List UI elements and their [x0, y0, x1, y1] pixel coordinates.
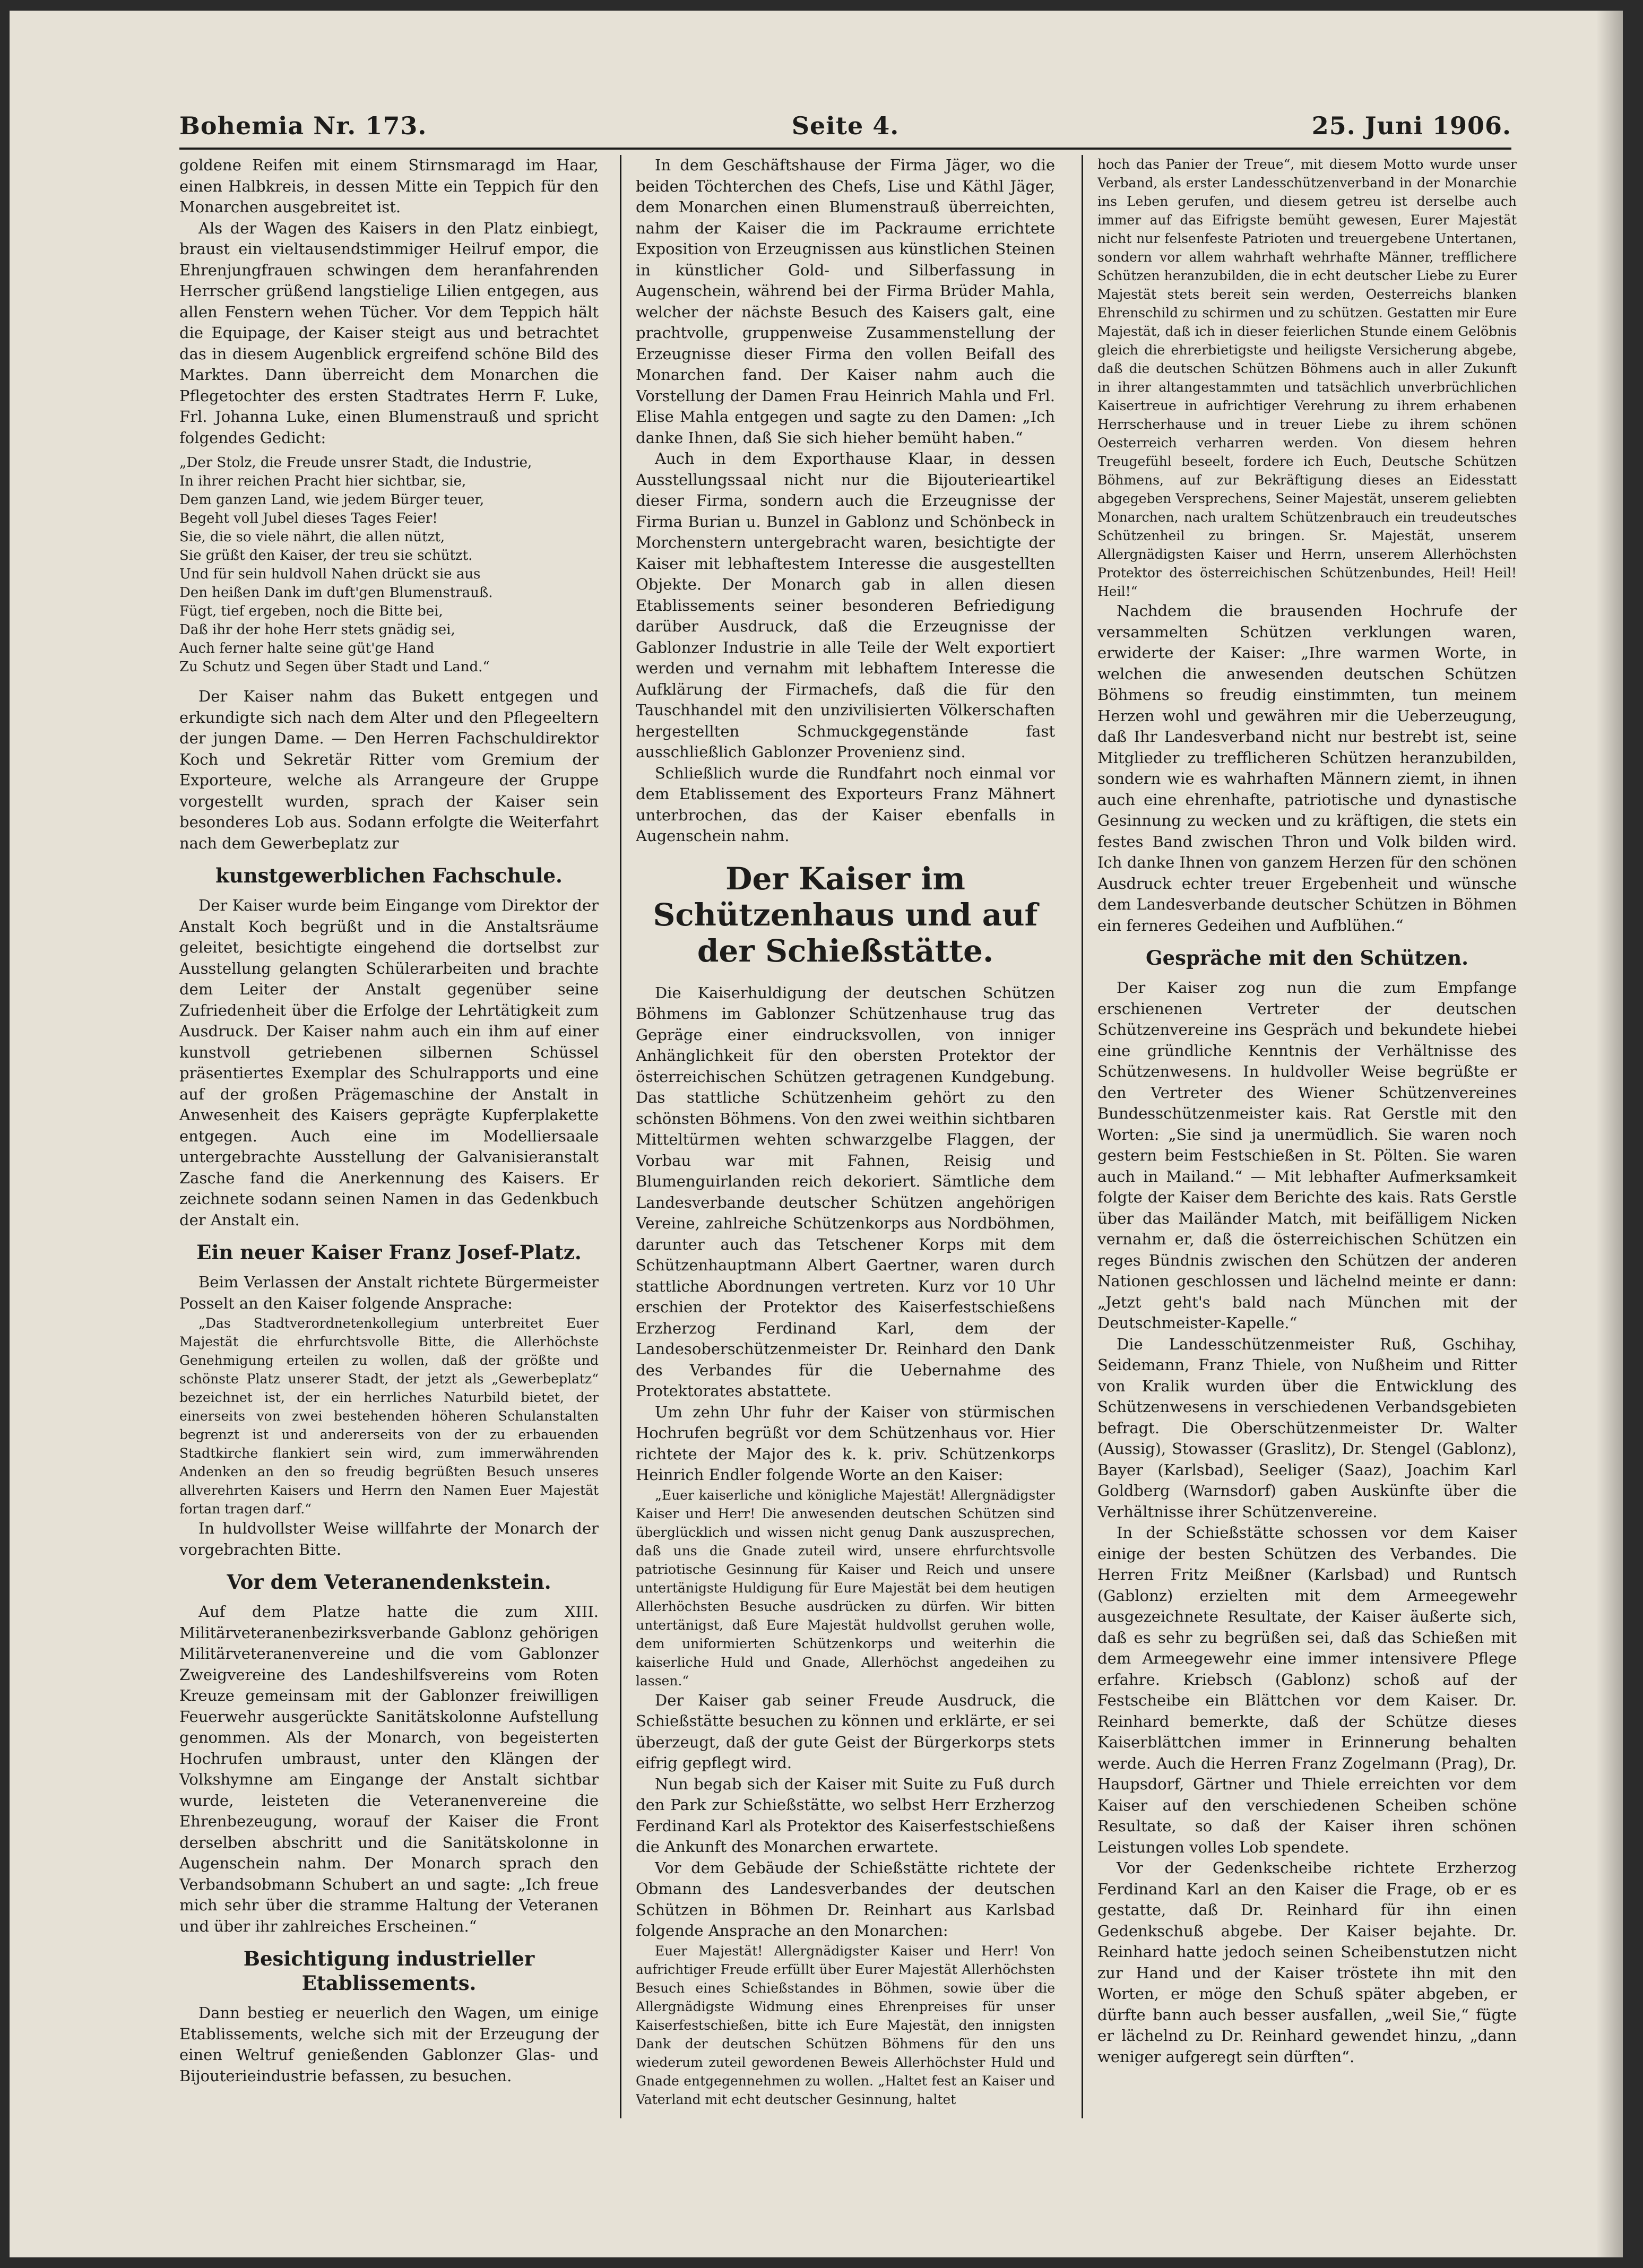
- header-page-number: Seite 4.: [791, 111, 900, 140]
- poem-line: Den heißen Dank im duft'gen Blumenstrauß.: [179, 585, 493, 601]
- paragraph: Nun begab sich der Kaiser mit Suite zu Fuß durch den Park zur Schießstätte, wo selbst Herr Erzherzog Ferdinand Karl als Protektor des Kaiserfestschießens die Ankunft des Monarchen erwartete.: [636, 1774, 1055, 1856]
- section-heading: Ein neuer Kaiser Franz Josef-Platz.: [196, 1241, 582, 1264]
- article-title: Der Kaiser im Schützenhaus und auf der Schießstätte.: [653, 860, 1038, 969]
- page-header: [179, 111, 1511, 143]
- poem: [179, 454, 599, 677]
- poem-line: In ihrer reichen Pracht hier sichtbar, sie,: [179, 473, 466, 489]
- paragraph: Der Kaiser nahm das Bukett entgegen und erkundigte sich nach dem Alter und den Pflegeeltern der jungen Dame. — Den Herren Fachschuldirektor Koch und Sekretär Ritter vom Gremium der Exporteure, welche als Arrangeure der Gruppe vorgestellt wurden, sprach der Kaiser sein besonderes Lob aus. Sodann erfolgte die Weiterfahrt nach dem Gewerbeplatz zur: [179, 687, 599, 852]
- header-date: 25. Juni 1906.: [1311, 111, 1511, 140]
- poem-line: Daß ihr der hohe Herr stets gnädig sei,: [179, 622, 455, 638]
- paragraph: Vor dem Gebäude der Schießstätte richtete der Obmann des Landesverbandes der deutschen Schützen in Böhmen Dr. Reinhart aus Karlsbad folgende Ansprache an den Monarchen:: [636, 1858, 1055, 1940]
- column-3: [1097, 155, 1517, 2118]
- paragraph: Vor der Gedenkscheibe richtete Erzherzog Ferdinand Karl an den Kaiser die Frage, ob er es gestatte, daß Dr. Reinhard für ihn einen Gedenkschuß abgebe. Der Kaiser bejahte. Dr. Reinhard hatte jedoch seinen Scheibenstutzen nicht zur Hand und der Kaiser tröstete ihn mit den Worten, er möge den Schuß später abgeben, er dürfte bann auch besser ausfallen, „weil Sie,“ fügte er lächelnd zu Dr. Reinhard gewendet hinzu, „dann weniger aufgeregt sein dürften“.: [1097, 1859, 1517, 2066]
- paragraph: Die Kaiserhuldigung der deutschen Schützen Böhmens im Gablonzer Schützenhause trug das Gepräge einer eindrucksvollen, von inniger Anhänglichkeit für den obersten Protektor der österreichischen Schützen getragenen Kundgebung. Das stattliche Schützenheim gehört zu den schönsten Böhmens. Von den zwei weithin sichtbaren Mitteltürmen wehten schwarzgelbe Flaggen, der Vorbau war mit Fahnen, Reisig und Blumenguirlanden reich dekoriert. Sämtliche dem Landesverbande deutscher Schützen angehörigen Vereine, zahlreiche Schützenkorps aus Nordböhmen, darunter auch das Tetschener Korps mit dem Schützenhauptmann Albert Gaertner, waren durch stattliche Abordnungen vertreten. Kurz vor 10 Uhr erschien der Protektor des Kaiserfestschießens Erzherzog Ferdinand Karl, dem der Landesoberschützenmeister Dr. Reinhard den Dank des Verbandes für die Uebernahme des Protektorates abstattete.: [636, 983, 1055, 1400]
- header-publication: Bohemia Nr. 173.: [179, 111, 427, 140]
- paragraph: Beim Verlassen der Anstalt richtete Bürgermeister Posselt an den Kaiser folgende Ansprache:: [179, 1273, 599, 1312]
- paragraph: Nachdem die brausenden Hochrufe der versammelten Schützen verklungen waren, erwiderte der Kaiser: „Ihre warmen Worte, in welchen die anwesenden deutschen Schützen Böhmens so freudig einstimmten, tun meinem Herzen wohl und gewähren mir die Ueberzeugung, daß Ihr Landesverband nicht nur bestrebt ist, seine Mitglieder zu trefflicheren Schützen heranzubilden, sondern wie es wahrhaften Männern ziemt, in ihnen auch eine ehrenhafte, patriotische und dynastische Gesinnung zu wecken und zu kräftigen, die stets ein festes Band zwischen Thron und Volk bilden wird. Ich danke Ihnen von ganzem Herzen für den schönen Ausdruck echter treuer Ergebenheit und wünsche dem Landesverbande deutscher Schützen in Böhmen ein ferneres Gedeihen und Aufblühen.“: [1097, 602, 1517, 934]
- paragraph: Der Kaiser zog nun die zum Empfange erschienenen Vertreter der deutschen Schützenvereine ins Gespräch und bekundete hiebei eine gründliche Kenntnis der Verhältnisse des Schützenwesens. In huldvoller Weise begrüßte er den Vertreter des Wiener Schützenvereines Bundesschützenmeister kais. Rat Gerstle mit den Worten: „Sie sind ja unermüdlich. Sie waren noch gestern beim Festschießen in St. Pölten. Sie waren auch in Mailand.“ — Mit lebhafter Aufmerksamkeit folgte der Kaiser dem Berichte des kais. Rats Gerstle über das Mailänder Match, mit beifälligem Nicken vernahm er, daß die österreichischen Schützen ein reges Bündnis zwischen den Schützen der anderen Nationen geschlossen und lächelnd meinte er dann: „Jetzt geht's bald nach München mit der Deutschmeister-Kapelle.“: [1097, 979, 1517, 1332]
- section-heading: kunstgewerblichen Fachschule.: [215, 864, 563, 887]
- header-rule: [179, 148, 1511, 150]
- paragraph: Um zehn Uhr fuhr der Kaiser von stürmischen Hochrufen begrüßt vor dem Schützenhaus vor. Hier richtete der Major des k. k. priv. Schützenkorps Heinrich Endler folgende Worte an den Kaiser:: [636, 1403, 1055, 1484]
- paragraph: Auf dem Platze hatte die zum XIII. Militärveteranenbezirksverbande Gablonz gehörigen Militärveteranenvereine und die vom Gablonzer Zweigvereine des Landeshilfsvereins vom Roten Kreuze gemeinsam mit der Gablonzer freiwilligen Feuerwehr ausgerückte Sanitätskolonne Aufstellung genommen. Als der Monarch, von begeisterten Hochrufen umbraust, unter den Klängen der Volkshymne am Eingange der Anstalt sichtbar wurde, leisteten die Veteranenvereine die Ehrenbezeugung, worauf der Kaiser die Front derselben abschritt und die Sanitätskolonne in Augenschein nahm. Der Monarch sprach den Verbandsobmann Schubert an und sagte: „Ich freue mich sehr über die stramme Haltung der Veteranen und über ihr zahlreiches Erscheinen.“: [179, 1603, 599, 1935]
- paragraph: Schließlich wurde die Rundfahrt noch einmal vor dem Etablissement des Exporteurs Franz Mähnert unterbrochen, das der Kaiser ebenfalls in Augenschein nahm.: [636, 764, 1055, 845]
- paragraph: Der Kaiser wurde beim Eingange vom Direktor der Anstalt Koch begrüßt und in die Anstaltsräume geleitet, besichtigte eingehend die dortselbst zur Ausstellung gelangten Schülerarbeiten und brachte dem Leiter der Anstalt gegenüber seine Zufriedenheit über die Erfolge der Lehrtätigkeit zum Ausdruck. Der Kaiser nahm auch ein ihm auf einer kunstvoll getriebenen silbernen Schüssel präsentiertes Exemplar des Schulrapports und eine auf der großen Prägemaschine der Anstalt in Anwesenheit des Kaisers geprägte Kupferplakette entgegen. Auch eine im Modelliersaale untergebrachte Ausstellung der Galvanisieranstalt Zasche fand die Anerkennung des Kaisers. Er zeichnete sodann seinen Namen in das Gedenkbuch der Anstalt ein.: [179, 896, 599, 1229]
- paragraph: In huldvollster Weise willfahrte der Monarch der vorgebrachten Bitte.: [179, 1519, 599, 1559]
- paragraph: In dem Geschäftshause der Firma Jäger, wo die beiden Töchterchen des Chefs, Lise und Käthl Jäger, dem Monarchen einen Blumenstrauß überreichten, nahm der Kaiser die im Packraume errichtete Exposition von Erzeugnissen aus künstlichen Steinen in künstlicher Gold- und Silberfassung in Augenschein, während bei der Firma Brüder Mahla, welcher der nächste Besuch des Kaisers galt, eine prachtvolle, gruppenweise Zusammenstellung der Erzeugnisse dieser Firma den vollen Beifall des Monarchen fand. Der Kaiser nahm auch die Vorstellung der Damen Frau Heinrich Mahla und Frl. Elise Mahla entgegen und sagte zu den Damen: „Ich danke Ihnen, daß Sie sich hieher bemüht haben.“: [636, 156, 1055, 447]
- paragraph: Der Kaiser gab seiner Freude Ausdruck, die Schießstätte besuchen zu können und erklärte, er sei überzeugt, daß der gute Geist der Bürgerkorps stets eifrig gepflegt wird.: [636, 1691, 1055, 1772]
- speech-paragraph: hoch das Panier der Treue“, mit diesem Motto wurde unser Verband, als erster Landesschützenverband in der Monarchie ins Leben gerufen, und diesem getreu ist derselbe auch immer auf das Eifrigste bemüht gewesen, Eurer Majestät nicht nur felsenfeste Patrioten und treuergebene Untertanen, sondern vor allem wahrhaft wehrhafte Männer, trefflichere Schützen heranzubilden, die in echt deutscher Liebe zu Eurer Majestät stets bereit sein werden, Oesterreichs blanken Ehrenschild zu schirmen und zu schützen. Gestatten mir Eure Majestät, daß ich in dieser feierlichen Stunde einem Gelöbnis gleich die ehrerbietigste und heiligste Versicherung abgebe, daß die deutschen Schützen Böhmens auch in aller Zukunft in ihrer altangestammten und tatsächlich unverbrüchlichen Kaisertreue in aufrichtiger Verehrung zu ihrem erhabenen Herrscherhause und in treuer Liebe zu ihrem schönen Oesterreich verharren werden. Von diesem hehren Treugefühl beseelt, fordere ich Euch, Deutsche Schützen Böhmens, auf zur Bekräftigung dieses an Eidesstatt abgegeben Versprechens, Seiner Majestät, unserem geliebten Monarchen, nach uraltem Schützenbrauch ein treudeutsches Schützenheil zu bringen. Sr. Majestät, unserem Allergnädigsten Kaiser und Herrn, unserem Allerhöchsten Protektor des österreichischen Schützenbundes, Heil! Heil! Heil!“: [1097, 157, 1517, 599]
- poem-line: Fügt, tief ergeben, noch die Bitte bei,: [179, 603, 443, 619]
- paragraph: goldene Reifen mit einem Stirnsmaragd im Haar, einen Halbkreis, in dessen Mitte ein Teppich für den Monarchen ausgebreitet ist.: [179, 156, 599, 216]
- paragraph: Als der Wagen des Kaisers in den Platz einbiegt, braust ein vieltausendstimmiger Heilruf empor, die Ehrenjungfrauen schwingen dem heranfahrenden Herrscher grüßend langstielige Lilien entgegen, aus allen Fenstern wehen Tücher. Vor dem Teppich hält die Equipage, der Kaiser steigt aus und betrachtet das in diesem Augenblick ergreifend schöne Bild des Marktes. Dann überreicht dem Monarchen die Pflegetochter des ersten Stadtrates Herrn F. Luke, Frl. Johanna Luke, einen Blumenstrauß und spricht folgendes Gedicht:: [179, 219, 599, 447]
- poem-line: Und für sein huldvoll Nahen drückt sie aus: [179, 566, 481, 582]
- speech-paragraph: „Das Stadtverordnetenkollegium unterbreitet Euer Majestät die ehrfurchtsvolle Bitte, die Allerhöchste Genehmigung erteilen zu wollen, daß der größte und schönste Platz unserer Stadt, der jetzt als „Gewerbeplatz“ bezeichnet ist, der ein herrliches Naturbild bietet, der einerseits von zwei bestehenden höheren Schulanstalten begrenzt ist und andererseits von der zu erbauenden Stadtkirche flankiert sein wird, zum immerwährenden Andenken an den so freudig begrüßten Besuch unseres allverehrten Kaisers und Herrn den Namen Euer Majestät fortan tragen darf.“: [179, 1315, 599, 1517]
- newspaper-page: [10, 11, 1623, 2257]
- poem-line: Sie, die so viele nährt, die allen nützt,: [179, 529, 445, 545]
- paragraph: Dann bestieg er neuerlich den Wagen, um einige Etablissements, welche sich mit der Erzeugung der einen Weltruf genießenden Gablonzer Glas- und Bijouterieindustrie befassen, zu besuchen.: [179, 2004, 599, 2085]
- poem-line: Dem ganzen Land, wie jedem Bürger teuer,: [179, 492, 485, 508]
- column-1: [179, 155, 599, 2118]
- column-2: [636, 155, 1055, 2118]
- paragraph: Auch in dem Exporthause Klaar, in dessen Ausstellungssaal nicht nur die Bijouterieartikel dieser Firma, sondern auch die Erzeugnisse der Firma Burian u. Bunzel in Gablonz und Schönbeck in Morchenstern untergebracht waren, besichtigte der Kaiser mit lebhaftestem Interesse die ausgestellten Objekte. Der Monarch gab in allen diesen Etablissements seiner besonderen Befriedigung darüber Ausdruck, daß die Erzeugnisse der Gablonzer Industrie in alle Teile der Welt exportiert werden und vernahm mit lebhaftem Interesse die Aufklärung der Firmachefs, daß die für den Tauschhandel mit den unzivilisierten Völkerschaften hergestellten Schmuckgegenstände fast ausschließlich Gablonzer Provenienz sind.: [636, 449, 1055, 761]
- section-heading: Vor dem Veteranendenkstein.: [227, 1570, 551, 1594]
- poem-line: Zu Schutz und Segen über Stadt und Land.“: [179, 659, 490, 675]
- speech-paragraph: Euer Majestät! Allergnädigster Kaiser und Herr! Von aufrichtiger Freude erfüllt über Eurer Majestät Allerhöchsten Besuch eines Schießstandes in Böhmen, sowie über die Allergnädigste Widmung eines Ehrenpreises für unser Kaiserfestschießen, bitte ich Eure Majestät, den innigsten Dank der deutschen Schützen Böhmens für den uns wiederum zuteil gewordenen Beweis Allerhöchster Huld und Gnade entgegennehmen zu wollen. „Haltet fest an Kaiser und Vaterland mit echt deutscher Gesinnung, haltet: [636, 1943, 1055, 2107]
- poem-line: Auch ferner halte seine güt'ge Hand: [179, 640, 435, 656]
- poem-line: Begeht voll Jubel dieses Tages Feier!: [179, 510, 438, 526]
- poem-line: „Der Stolz, die Freude unsrer Stadt, die Industrie,: [179, 455, 532, 471]
- speech-paragraph: „Euer kaiserliche und königliche Majestät! Allergnädigster Kaiser und Herr! Die anwesenden deutschen Schützen sind überglücklich und wissen nicht genug Dank auszusprechen, daß uns die Gnade zuteil wird, unsere ehrfurchtsvolle patriotische Gesinnung für Kaiser und Reich und unsere untertänigste Huldigung für Eure Majestät bei dem heutigen Allerhöchsten Besuche ausdrücken zu dürfen. Wir bitten untertänigst, daß Eure Majestät huldvollst geruhen wolle, dem uniformierten Schützenkorps und weiterhin die kaiserliche Huld und Gnade, Allerhöchst angedeihen zu lassen.“: [636, 1487, 1055, 1689]
- poem-line: Sie grüßt den Kaiser, der treu sie schützt.: [179, 548, 473, 564]
- paragraph: In der Schießstätte schossen vor dem Kaiser einige der besten Schützen des Verbandes. Die Herren Fritz Meißner (Karlsbad) und Runtsch (Gablonz) erzielten mit dem Armeegewehr ausgezeichnete Resultate, der Kaiser äußerte sich, daß es sehr zu begrüßen sei, daß das Schießen mit dem Armeegewehr eine immer intensivere Pflege erfahre. Kriebsch (Gablonz) schoß auf der Festscheibe ein Blättchen vor dem Kaiser. Dr. Reinhard bemerkte, daß der Schütze dieses Kaiserblättchen immer in Erinnerung behalten werde. Auch die Herren Franz Zogelmann (Prag), Dr. Haupsdorf, Gärtner und Thiele erreichten vor dem Kaiser auf den verschiedenen Scheiben schöne Resultate, so daß der Kaiser ihren schönen Leistungen volles Lob spendete.: [1097, 1523, 1517, 1856]
- column-divider: [620, 155, 621, 2118]
- section-heading: Gespräche mit den Schützen.: [1145, 946, 1468, 969]
- section-heading: Besichtigung industrieller Etablissements.: [243, 1947, 535, 1995]
- paragraph: Die Landesschützenmeister Ruß, Gschihay, Seidemann, Franz Thiele, von Nußheim und Ritter von Kralik wurden über die Entwicklung des Schützenwesens in verschiedenen Verbandsgebieten befragt. Die Oberschützenmeister Dr. Walter (Aussig), Stowasser (Graslitz), Dr. Stengel (Gablonz), Bayer (Karlsbad), Seeliger (Saaz), Joachim Karl Goldberg (Warnsdorf) gaben Auskünfte über die Verhältnisse ihrer Schützenvereine.: [1097, 1335, 1517, 1521]
- column-divider: [1082, 155, 1083, 2118]
